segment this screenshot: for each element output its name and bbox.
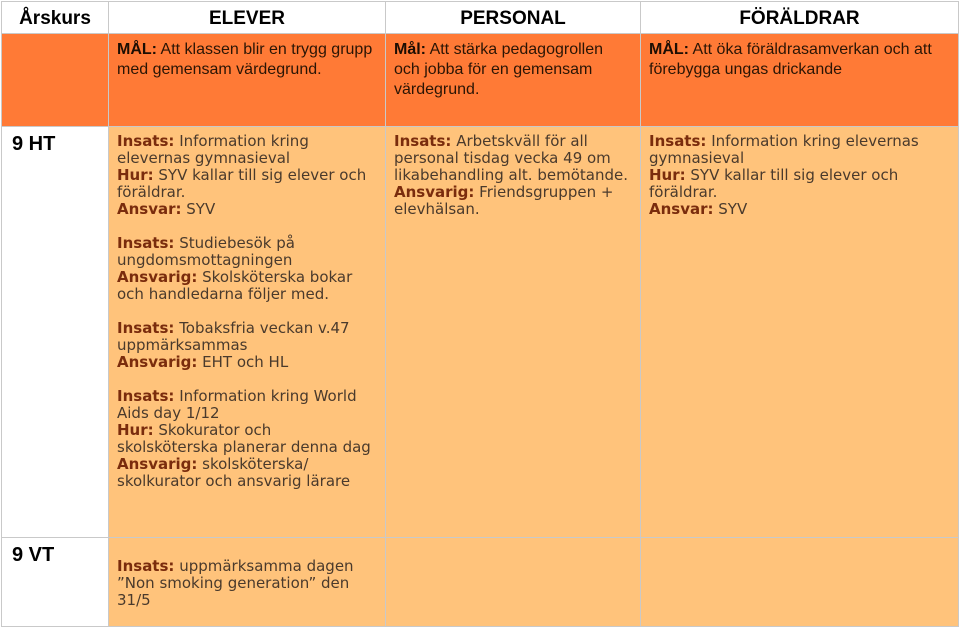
insats-text: Tobaksfria veckan v.47 uppmärksammas xyxy=(117,319,350,354)
vt-personal-cell xyxy=(386,538,641,627)
goal-elever-cell xyxy=(109,34,386,127)
ht-personal-entries xyxy=(386,127,640,218)
vt-elever-cell xyxy=(109,538,386,627)
ansvar-text: Skolsköterska bokar och handledarna följer med. xyxy=(117,268,353,303)
vt-elever-entries xyxy=(109,538,385,609)
insats-text: Studiebesök på ungdomsmottagningen xyxy=(117,234,295,269)
insats-label: Insats: xyxy=(394,132,452,150)
ansvar-text: skolsköterska/ skolkurator och ansvarig lärare xyxy=(117,455,351,490)
vt-foraldrar-cell xyxy=(641,538,959,627)
goal-label: MÅL: xyxy=(649,41,689,58)
hur-text: SYV kallar till sig elever och föräldrar. xyxy=(117,166,367,201)
goal-text: Att klassen blir en trygg grupp med gemensam värdegrund. xyxy=(117,41,373,78)
ansvar-label: Ansvar: xyxy=(649,200,714,218)
ht-personal-cell xyxy=(386,127,641,538)
ansvar-text: EHT och HL xyxy=(197,353,289,371)
ansvar-label: Ansvarig: xyxy=(394,183,475,201)
goal-label: Mål: xyxy=(394,41,426,58)
entry-block xyxy=(117,320,377,371)
ansvar-label: Ansvarig: xyxy=(117,353,198,371)
header-row xyxy=(2,2,959,34)
hur-text: SYV kallar till sig elever och föräldrar. xyxy=(649,166,899,201)
header-personal: PERSONAL xyxy=(460,8,566,29)
goal-text: Att stärka pedagogrollen och jobba för en gemensam värdegrund. xyxy=(394,41,604,98)
insats-label: Insats: xyxy=(117,132,175,150)
header-foraldrar: FÖRÄLDRAR xyxy=(739,8,860,29)
goal-foraldrar-cell xyxy=(641,34,959,127)
entry-block xyxy=(117,235,377,303)
ansvar-label: Ansvarig: xyxy=(117,455,198,473)
goal-foraldrar xyxy=(641,34,958,80)
hur-label: Hur: xyxy=(117,421,154,439)
entry-block xyxy=(117,558,377,609)
ansvar-text: SYV xyxy=(713,200,748,218)
goal-text: Att öka föräldrasamverkan och att förebygga ungas drickande xyxy=(649,41,932,78)
insats-text: Information kring elevernas gymnasieval xyxy=(117,132,309,167)
goal-label: MÅL: xyxy=(117,41,157,58)
insats-label: Insats: xyxy=(117,557,175,575)
entry-block xyxy=(649,133,950,218)
header-arskurs: Årskurs xyxy=(19,8,91,29)
term-row-vt xyxy=(2,538,959,627)
ansvar-text: SYV xyxy=(181,200,216,218)
term-label: 9 VT xyxy=(12,544,55,566)
ansvar-text: Friendsgruppen + elevhälsan. xyxy=(394,183,614,218)
ht-foraldrar-cell xyxy=(641,127,959,538)
hur-label: Hur: xyxy=(117,166,154,184)
insats-label: Insats: xyxy=(649,132,707,150)
entry-block xyxy=(117,133,377,218)
ht-elever-cell xyxy=(109,127,386,538)
goal-personal xyxy=(386,34,640,100)
insats-label: Insats: xyxy=(117,319,175,337)
goal-elever xyxy=(109,34,385,80)
goal-blank-cell xyxy=(2,34,109,127)
entry-block xyxy=(117,388,377,490)
insats-label: Insats: xyxy=(117,387,175,405)
goal-personal-cell xyxy=(386,34,641,127)
entry-block xyxy=(394,133,632,218)
term-row-ht xyxy=(2,127,959,538)
insats-text: Information kring elevernas gymnasieval xyxy=(649,132,919,167)
ansvar-label: Ansvar: xyxy=(117,200,182,218)
ht-elever-entries xyxy=(109,127,385,490)
insats-label: Insats: xyxy=(117,234,175,252)
insats-text: uppmärksamma dagen ”Non smoking generation” den 31/5 xyxy=(117,557,354,609)
header-elever: ELEVER xyxy=(208,8,286,29)
insats-text: Information kring World Aids day 1/12 xyxy=(117,387,357,422)
goal-row xyxy=(2,34,959,127)
hur-text: Skokurator och skolsköterska planerar denna dag xyxy=(117,421,371,456)
ansvar-label: Ansvarig: xyxy=(117,268,198,286)
term-label: 9 HT xyxy=(12,133,56,155)
hur-label: Hur: xyxy=(649,166,686,184)
insats-text: Arbetskväll för all personal tisdag vecka 49 om likabehandling alt. bemötande. xyxy=(394,132,628,184)
ht-foraldrar-entries xyxy=(641,127,958,218)
action-plan-table xyxy=(1,1,959,627)
